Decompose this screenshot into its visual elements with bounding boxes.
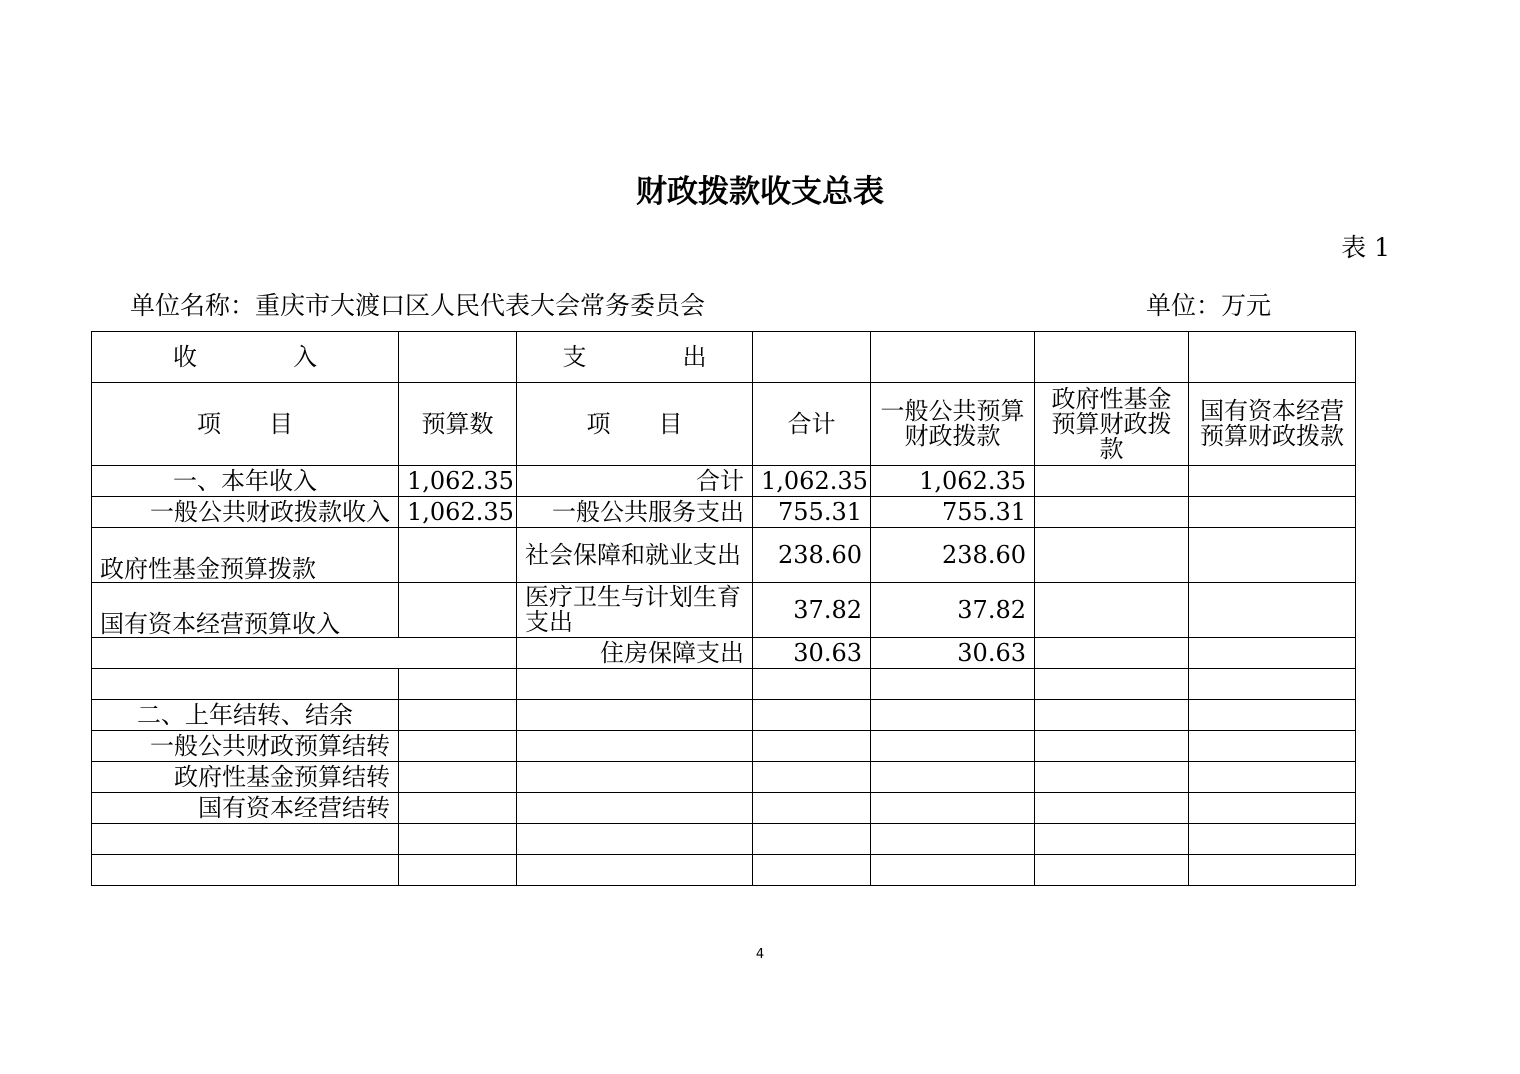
- income-budget: [399, 762, 517, 793]
- header-empty-cell: [753, 332, 871, 383]
- expense-item: 合计: [517, 466, 753, 497]
- currency-unit: 单位：万元: [1146, 291, 1272, 320]
- income-budget: [399, 528, 517, 583]
- expense-total: 1,062.35: [753, 466, 871, 497]
- expense-item: [517, 731, 753, 762]
- empty-cell: [1189, 855, 1356, 886]
- income-item: 国有资本经营预算收入: [92, 583, 399, 638]
- expense-item: [517, 793, 753, 824]
- income-item: [92, 824, 399, 855]
- income-item: 二、上年结转、结余: [92, 700, 399, 731]
- expense-total: 238.60: [753, 528, 871, 583]
- expense-total: 37.82: [753, 583, 871, 638]
- page-number: 4: [755, 947, 765, 962]
- empty-cell: [1035, 528, 1189, 583]
- expense-item: [517, 762, 753, 793]
- income-budget: [399, 855, 517, 886]
- header-empty-cell: [1189, 332, 1356, 383]
- expense-total: [753, 669, 871, 700]
- expense-item: [517, 669, 753, 700]
- table-row: [92, 762, 1356, 793]
- empty-cell: [1189, 638, 1356, 669]
- income-item: 一、本年收入: [92, 466, 399, 497]
- total-header: 合计: [753, 383, 871, 466]
- expense-item-header: 项 目: [517, 383, 753, 466]
- expense-item: 一般公共服务支出: [517, 497, 753, 528]
- income-item: [92, 669, 399, 700]
- expense-header: 支 出: [517, 332, 753, 383]
- expense-item: [517, 700, 753, 731]
- expense-general: 30.63: [871, 638, 1035, 669]
- expense-total: 755.31: [753, 497, 871, 528]
- expense-general: 37.82: [871, 583, 1035, 638]
- expense-item: 社会保障和就业支出: [517, 528, 753, 583]
- table-row: [92, 528, 1356, 583]
- income-item: [92, 638, 517, 669]
- empty-cell: [1189, 731, 1356, 762]
- expense-general: 1,062.35: [871, 466, 1035, 497]
- table-row: [92, 824, 1356, 855]
- income-item-header: 项 目: [92, 383, 399, 466]
- unit-name: 单位名称：重庆市大渡口区人民代表大会常务委员会: [130, 291, 706, 320]
- table-row: [92, 731, 1356, 762]
- income-item: 一般公共财政预算结转: [92, 731, 399, 762]
- empty-cell: [1189, 497, 1356, 528]
- expense-general: [871, 731, 1035, 762]
- income-item: 政府性基金预算拨款: [92, 528, 399, 583]
- general-budget-header: 一般公共预算财政拨款: [871, 383, 1035, 466]
- income-budget: [399, 731, 517, 762]
- expense-general: 755.31: [871, 497, 1035, 528]
- income-budget: [399, 669, 517, 700]
- header-empty-cell: [1035, 332, 1189, 383]
- empty-cell: [1189, 669, 1356, 700]
- gov-fund-header: 政府性基金预算财政拨款: [1035, 383, 1189, 466]
- expense-total: [753, 855, 871, 886]
- income-budget: [399, 793, 517, 824]
- income-budget: [399, 583, 517, 638]
- table-row: [92, 855, 1356, 886]
- income-budget: 1,062.35: [399, 466, 517, 497]
- expense-general: [871, 824, 1035, 855]
- empty-cell: [1035, 669, 1189, 700]
- expense-general: [871, 855, 1035, 886]
- table-row: [92, 700, 1356, 731]
- empty-cell: [1189, 466, 1356, 497]
- state-capital-header: 国有资本经营预算财政拨款: [1189, 383, 1356, 466]
- page-title: 财政拨款收支总表: [636, 174, 884, 210]
- table-row: [92, 497, 1356, 528]
- empty-cell: [1035, 700, 1189, 731]
- expense-total: [753, 700, 871, 731]
- expense-item: 住房保障支出: [517, 638, 753, 669]
- table-row: [92, 583, 1356, 638]
- expense-item: [517, 855, 753, 886]
- income-item: 政府性基金预算结转: [92, 762, 399, 793]
- empty-cell: [1035, 638, 1189, 669]
- expense-total: [753, 731, 871, 762]
- header-row-1: [92, 332, 1356, 383]
- header-row-2: [92, 383, 1356, 466]
- empty-cell: [1035, 824, 1189, 855]
- table-row: [92, 669, 1356, 700]
- header-empty-cell: [871, 332, 1035, 383]
- expense-item: 医疗卫生与计划生育支出: [517, 583, 753, 638]
- income-budget: 1,062.35: [399, 497, 517, 528]
- income-budget: [399, 824, 517, 855]
- expense-general: [871, 762, 1035, 793]
- empty-cell: [1035, 583, 1189, 638]
- expense-item: [517, 824, 753, 855]
- empty-cell: [1035, 793, 1189, 824]
- income-header: 收 入: [92, 332, 399, 383]
- expense-general: 238.60: [871, 528, 1035, 583]
- expense-general: [871, 793, 1035, 824]
- header-empty-cell: [399, 332, 517, 383]
- expense-total: [753, 824, 871, 855]
- table-number: 表 1: [1341, 233, 1390, 262]
- empty-cell: [1035, 855, 1189, 886]
- table-row: [92, 638, 1356, 669]
- empty-cell: [1189, 528, 1356, 583]
- income-budget: [399, 700, 517, 731]
- empty-cell: [1035, 762, 1189, 793]
- expense-general: [871, 700, 1035, 731]
- empty-cell: [1189, 793, 1356, 824]
- expense-total: [753, 762, 871, 793]
- budget-header: 预算数: [399, 383, 517, 466]
- expense-general: [871, 669, 1035, 700]
- income-item: 国有资本经营结转: [92, 793, 399, 824]
- empty-cell: [1035, 466, 1189, 497]
- empty-cell: [1189, 583, 1356, 638]
- income-item: [92, 855, 399, 886]
- table-row: [92, 793, 1356, 824]
- expense-total: [753, 793, 871, 824]
- expense-total: 30.63: [753, 638, 871, 669]
- empty-cell: [1189, 700, 1356, 731]
- empty-cell: [1035, 731, 1189, 762]
- empty-cell: [1189, 762, 1356, 793]
- empty-cell: [1189, 824, 1356, 855]
- income-item: 一般公共财政拨款收入: [92, 497, 399, 528]
- finance-table: [91, 331, 1356, 886]
- empty-cell: [1035, 497, 1189, 528]
- table-row: [92, 466, 1356, 497]
